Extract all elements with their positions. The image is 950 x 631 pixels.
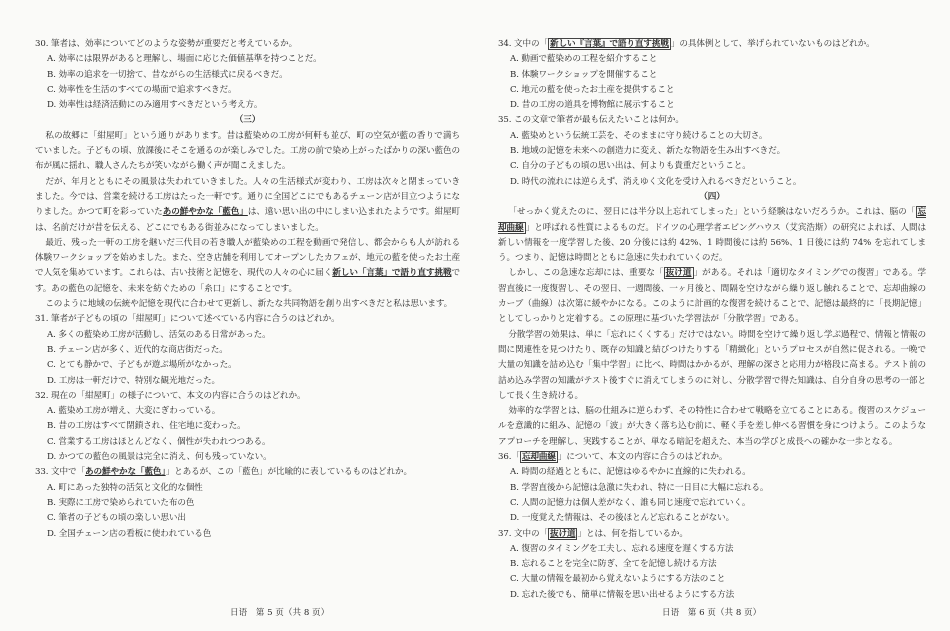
question-33 [35, 465, 460, 480]
q31-option-b: B. チェーン店が多く、近代的な商店街だった。 [47, 344, 228, 355]
q33-option-a: A. 町にあった独特の活気と文化的な個性 [47, 482, 203, 493]
left-page-column [35, 37, 460, 542]
q37-option-a: A. 復習のタイミングを工夫し、忘れる速度を遅くする方法 [510, 543, 734, 554]
q30-option-c: C. 効率性を生活のすべての場面で追求すべきだ。 [47, 84, 237, 95]
question-37 [498, 527, 926, 542]
highlight-aizome-color: あの鮮やかな「藍色」 [162, 207, 248, 218]
section-3-heading: （三） [234, 115, 261, 126]
question-36 [498, 450, 926, 465]
passage4-paragraph-2 [498, 266, 926, 327]
q31-option-d: D. 工房は一軒だけで、特別な観光地だった。 [47, 375, 220, 386]
question-34 [498, 37, 926, 52]
p1-text-b: 」と呼ばれる性質によるものだ。ドイツの心理学者エビングハウス（艾宾浩斯）の研究によれば、人間は新しい情報を一度学習した後、20 分後には約 42%、1 時間後には約 56%、1 日後には約 74% を忘れてしまう。つまり、記憶は時間とともに急速に失われていくのだ。 [498, 222, 926, 264]
q37-option-b: B. 忘れることを完全に防ぎ、全てを記憶し続ける方法 [510, 559, 717, 570]
q30-option-d: D. 効率性は経済活動にのみ適用すべきだという考え方。 [47, 100, 263, 111]
q33-highlight: あの鮮やかな「藍色」 [84, 467, 166, 478]
q32-option-b: B. 昔の工房はすべて閉鎖され、住宅地に変わった。 [47, 421, 246, 432]
q35-option-a: A. 藍染めという伝統工芸を、そのままに守り続けることの大切さ。 [510, 130, 768, 141]
p2r-text-a: しかし、この急速な忘却には、重要な「 [508, 268, 664, 279]
p2-text-b: は、遠い思い出の中にしまい込まれたようです。紺屋町は、名前だけが昔を伝える、どこにでもある街並みになってしまいました。 [35, 207, 460, 233]
q32-option-d: D. かつての藍色の風景は完全に消え、何も残っていない。 [47, 452, 272, 463]
q36-option-b: B. 学習直後から記憶は急激に失われ、特に一日目に大幅に忘れる。 [510, 482, 769, 493]
section-4-heading: （四） [699, 191, 725, 202]
passage3-paragraph-2 [35, 175, 460, 236]
passage3-paragraph-4: このように地域の伝統や記憶を現代に合わせて更新し、新たな共同物語を創り出すべきだと私は思います。 [45, 299, 453, 310]
passage4-paragraph-4: 効率的な学習とは、脳の仕組みに逆らわず、その特性に合わせて戦略を立てることにある。復習のスケジュールを意識的に組み、記憶の「波」が大きく落ち込む前に、軽く手を差し伸べる習慣を身につけよう。このようなアプローチを理解し、実践することが、単なる暗記を超えた、本当の学びと成長への確かな一歩となる。 [498, 406, 926, 447]
passage4-paragraph-3: 分散学習の効果は、単に「忘れにくくする」だけではない。時間を空けて繰り返し学ぶ過程で、情報と情報の間に関連性を見つけたり、既存の知識と結びつけたりする「精緻化」というプロセスが自然に促される。一晩で大量の知識を詰め込む「集中学習」に比べ、時間はかかるが、理解の深さと応用力が格段に高まる。テスト前の詰め込み学習の知識がテスト後すぐに消えてしまうのに対し、分散学習で得た知識は、自分自身の思考の一部として長く生き続ける。 [498, 329, 926, 401]
passage3-paragraph-1: 私の故郷に「紺屋町」という通りがあります。昔は藍染めの工房が何軒も並び、町の空気が藍の香りで満ちていました。子どもの頃、放課後にそこを通るのが楽しみでした。工房の前で染め上がったばかりの深い藍色の布が風に揺れ、職人さんたちが笑いながら働く声が聞こえました。 [35, 130, 460, 172]
q34-option-c: C. 地元の藍を使ったお土産を提供すること [510, 84, 675, 95]
q35-option-d: D. 時代の流れには逆らえず、消えゆく文化を受け入れるべきだということ。 [510, 176, 802, 187]
p3-text-a: 最近、残った一軒の工房を継いだ三代目の若き職人が藍染めの工程を動画で発信し、都会からも人が訪れる体験ワークショップを始めました。また、空き店舗を利用してオープンしたカフェが、地元の藍を使ったお土産で人気を集めています。これらは、古い技術と記憶を、現代の人々の心に届く [35, 237, 460, 279]
q33-option-c: C. 筆者の子どもの頃の楽しい思い出 [47, 513, 186, 524]
q37-text-a: 37. 文中の「 [498, 528, 548, 539]
p2-text-a: だが、年月とともにその風景は失われていきました。人々の生活様式が変わり、工房は次々と閉まっていきました。今では、営業を続ける工房はたった一軒です。通りに全国どこにでもあるチェーン店が目立つようになりました。かつて町を彩っていた [35, 176, 460, 218]
q34-option-a: A. 動画で藍染めの工程を紹介すること [510, 54, 658, 65]
q31-option-c: C. とても静かで、子どもが遊ぶ場所がなかった。 [47, 360, 237, 371]
q32-option-c: C. 営業する工房はほとんどなく、個性が失われつつある。 [47, 436, 271, 447]
q37-option-c: C. 大量の情報を最初から覚えないようにする方法のこと [510, 574, 726, 585]
question-32: 32. 現在の「紺屋町」の様子について、本文の内容に合うのはどれか。 [35, 390, 306, 401]
highlight-forgetting-curve: 忘却曲線 [498, 207, 926, 233]
highlight-new-words-challenge: 新しい「言葉」で語り直す挑戦 [332, 268, 452, 279]
q37-highlight: 抜け道 [549, 528, 576, 539]
highlight-loophole: 抜け道 [665, 268, 692, 279]
q30-option-a: A. 効率には限界があると理解し、場面に応じた価値基準を持つことだ。 [47, 54, 322, 65]
q33-option-d: D. 全国チェーン店の看板に使われている色 [47, 528, 212, 539]
q31-option-a: A. 多くの藍染め工房が活動し、活気のある日常があった。 [47, 329, 271, 340]
passage3-paragraph-3 [35, 236, 460, 297]
p1-text-a: 「せっかく覚えたのに、翌日には半分以上忘れてしまった」という経験はないだろうか。これは、脳の「 [508, 207, 916, 218]
q33-text-a: 33. 文中で「 [35, 467, 85, 478]
q35-option-b: B. 地域の記憶を未来への創造力に変え、新たな物語を生み出すべきだ。 [510, 146, 786, 157]
q33-text-b: 」とあるが、この「藍色」が比喩的に表しているものはどれか。 [165, 467, 412, 478]
q36-text-a: 36.「 [498, 452, 520, 463]
q36-option-d: D. 一度覚えた情報は、その後ほとんど忘れることがない。 [510, 513, 735, 524]
q34-highlight: 新しい『言葉』で語り直す挑戦 [549, 39, 669, 49]
p2r-text-b: 」がある。それは「適切なタイミングでの復習」である。学習直後に一度復習し、その翌日、一週間後、一ヶ月後と、間隔を空けながら繰り返し触れることで、忘却曲線のカーブ（曲線）は次第に緩やかになる。このように計画的な復習を続けることで、記憶は最終的に「長期記憶」としてしっかりと定着する。この原理に基づいた学習法が「分散学習」である。 [498, 268, 926, 325]
q37-option-d: D. 忘れた後でも、簡単に情報を思い出せるようにする方法 [510, 589, 735, 600]
q34-option-d: D. 昔の工房の道具を博物館に展示すること [510, 100, 675, 111]
question-30: 30. 筆者は、効率についてどのような姿勢が重要だと考えているか。 [35, 39, 298, 49]
q36-option-c: C. 人間の記憶力は個人差がなく、誰も同じ速度で忘れていく。 [510, 497, 751, 508]
q37-text-b: 」とは、何を指しているか。 [577, 528, 688, 539]
q30-option-b: B. 効率の追求を一切捨て、昔ながらの生活様式に戻るべきだ。 [47, 69, 288, 80]
q33-option-b: B. 実際に工房で染められていた布の色 [47, 497, 195, 508]
q34-text-a: 34. 文中の「 [498, 39, 548, 49]
q34-text-b: 」の具体例として、挙げられていないものはどれか。 [670, 39, 875, 49]
page-footer-left: 日语 第 5 页（共 8 页） [230, 608, 330, 618]
page-footer-right: 日语 第 6 页（共 8 页） [662, 608, 762, 618]
passage4-paragraph-1 [498, 205, 926, 266]
right-page-column [498, 37, 926, 603]
q36-text-b: 」について、本文の内容に合うのはどれか。 [557, 452, 728, 463]
p3-text-b: です。あの藍色の記憶を、未来を紡ぐための「糸口」にすることです。 [35, 268, 460, 294]
q35-option-c: C. 自分の子どもの頃の思い出は、何よりも貴重だということ。 [510, 161, 751, 172]
q36-highlight: 忘却曲線 [521, 452, 556, 463]
q32-option-a: A. 藍染め工房が増え、大変にぎわっている。 [47, 406, 221, 417]
q34-option-b: B. 体験ワークショップを開催すること [510, 69, 658, 80]
q36-option-a: A. 時間の経過とともに、記憶はゆるやかに直線的に失われる。 [510, 467, 751, 478]
question-31: 31. 筆者が子どもの頃の「紺屋町」について述べている内容に合うのはどれか。 [35, 314, 340, 325]
question-35: 35. この文章で筆者が最も伝えたいことは何か。 [498, 115, 684, 126]
